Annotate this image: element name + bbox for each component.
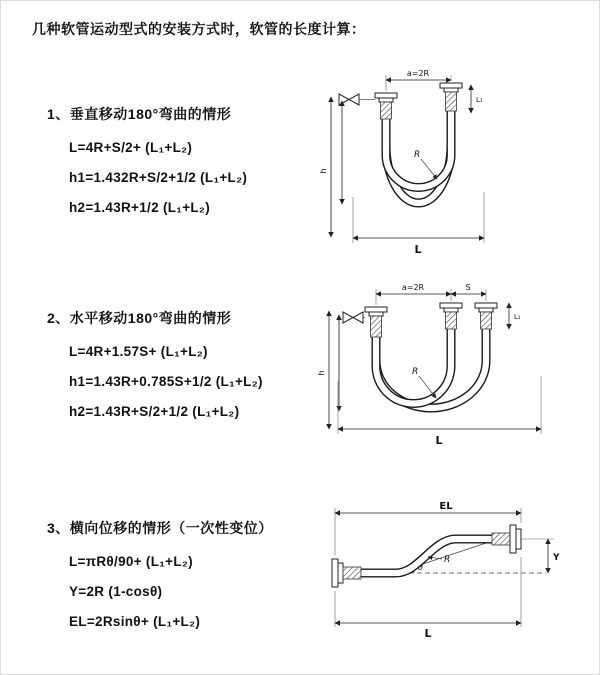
section-3-heading: 3、横向位移的情形（一次性变位） — [47, 520, 273, 536]
dim-label-y: Y — [553, 553, 560, 563]
flange-right-moved — [475, 303, 497, 329]
flange-right — [440, 83, 462, 111]
flange-right — [492, 525, 521, 553]
diagram-vertical-180-bend — [301, 67, 551, 267]
radius-label: R — [412, 367, 419, 377]
angle-label: θ — [418, 563, 423, 572]
formula-line: h2=1.43R+1/2 (L₁+L₂) — [69, 200, 211, 215]
valve-icon — [339, 94, 375, 105]
dim-label-a2r: a=2R — [401, 283, 425, 292]
dim-label-h: h — [319, 168, 328, 174]
dim-label-el: EL — [439, 501, 453, 512]
formula-line: EL=2Rsinθ+ (L₁+L₂) — [69, 614, 201, 629]
dimension-lines — [317, 283, 541, 447]
dim-label-length: L — [424, 627, 432, 640]
dim-label-h: h — [317, 370, 326, 376]
hose-tube — [361, 539, 494, 573]
dim-label-l1: L₁ — [514, 313, 521, 321]
hose-tube — [376, 329, 486, 408]
flange-left — [365, 307, 387, 337]
diagram-lateral-displacement — [296, 499, 576, 644]
section-1 — [47, 104, 322, 223]
formula-line: L=πRθ/90+ (L₁+L₂) — [69, 554, 193, 569]
section-3 — [47, 518, 322, 637]
flange-right — [440, 303, 462, 329]
formula-line: h1=1.432R+S/2+1/2 (L₁+L₂) — [69, 170, 248, 185]
dim-label-a2r: a=2R — [406, 69, 430, 78]
radius-annotation — [414, 150, 437, 179]
formula-line: h2=1.43R+S/2+1/2 (L₁+L₂) — [69, 404, 240, 419]
formula-line: h1=1.43R+0.785S+1/2 (L₁+L₂) — [69, 374, 263, 389]
section-2 — [47, 308, 322, 427]
section-2-heading: 2、水平移动180°弯曲的情形 — [47, 310, 232, 326]
radius-label: R — [444, 555, 451, 565]
formula-line: L=4R+1.57S+ (L₁+L₂) — [69, 344, 208, 359]
diagram-horizontal-180-bend — [301, 281, 566, 451]
dim-label-length: L — [414, 243, 422, 256]
radius-label: R — [414, 150, 421, 160]
dim-label-length: L — [435, 434, 443, 447]
flange-left — [375, 93, 397, 119]
section-1-heading: 1、垂直移动180°弯曲的情形 — [47, 106, 232, 122]
dim-label-l1: L₁ — [476, 96, 483, 104]
radius-annotation — [412, 367, 436, 398]
formula-line: Y=2R (1-cosθ) — [69, 584, 163, 599]
page-title: 几种软管运动型式的安装方式时，软管的长度计算： — [32, 21, 366, 37]
valve-icon — [343, 312, 365, 323]
flange-left — [332, 559, 361, 587]
dim-label-s: S — [465, 283, 471, 292]
formula-line: L=4R+S/2+ (L₁+L₂) — [69, 140, 193, 155]
